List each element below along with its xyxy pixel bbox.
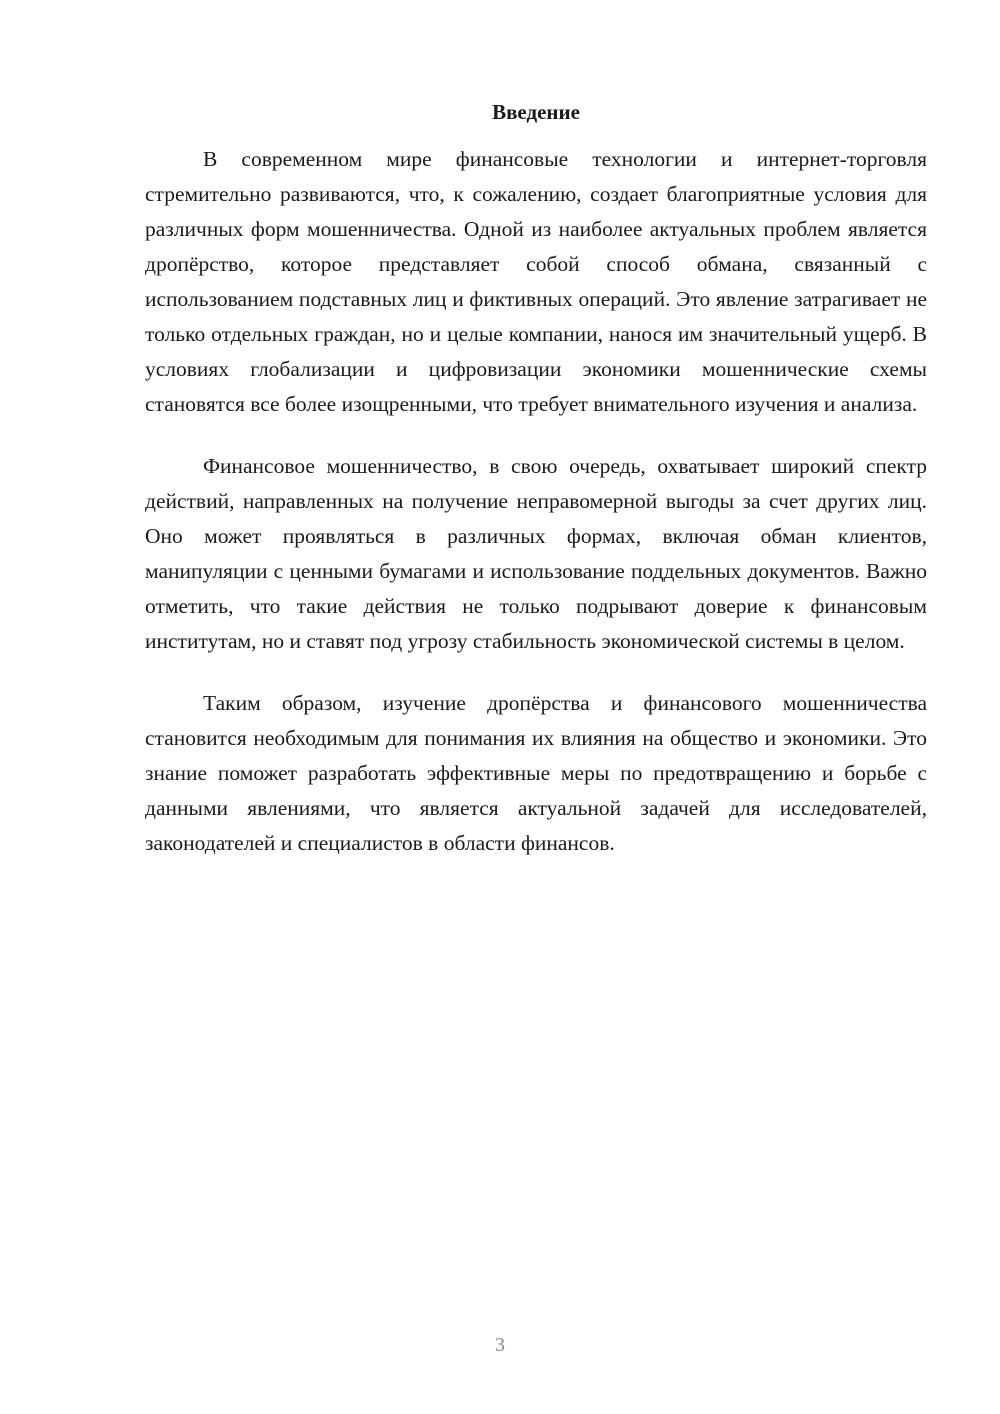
page-title: Введение (492, 100, 580, 124)
paragraph-2: Финансовое мошенничество, в свою очередь, охватывает широкий спектр действий, направленных на получение неправомерной выгоды за счет других лиц. Оно может проявляться в различных формах, включая обман клиентов, манипуляции с ценными бумагами и использование поддельных документов. Важно отметить, что такие действия не только подрывают доверие к финансовым институтам, но и ставят под угрозу стабильность экономической системы в целом. (145, 454, 927, 653)
body-text (145, 142, 927, 888)
page-number: 3 (495, 1334, 505, 1356)
paragraph-1: В современном мире финансовые технологии и интернет-торговля стремительно развиваются, что, к сожалению, создает благоприятные условия для различных форм мошенничества. Одной из наиболее актуальных проблем является дропёрство, которое представляет собой способ обмана, связанный с использованием подставных лиц и фиктивных операций. Это явление затрагивает не только отдельных граждан, но и целые компании, нанося им значительный ущерб. В условиях глобализации и цифровизации экономики мошеннические схемы становятся все более изощренными, что требует внимательного изучения и анализа. (145, 147, 927, 416)
paragraph-3: Таким образом, изучение дропёрства и финансового мошенничества становится необходимым для понимания их влияния на общество и экономики. Это знание поможет разработать эффективные меры по предотвращению и борьбе с данными явлениями, что является актуальной задачей для исследователей, законодателей и специалистов в области финансов. (145, 691, 927, 855)
